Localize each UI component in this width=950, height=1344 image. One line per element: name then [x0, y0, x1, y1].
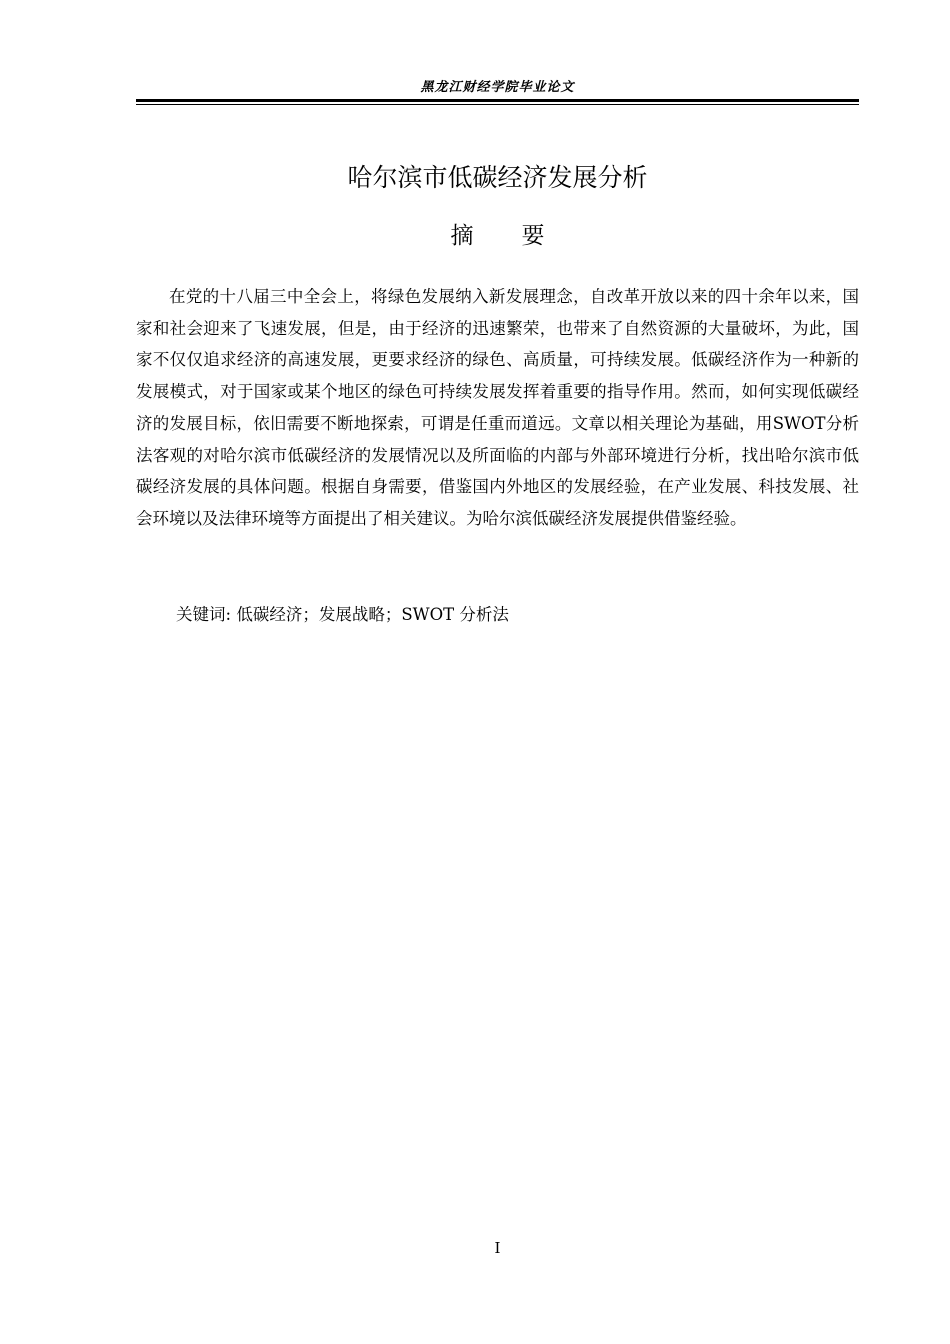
header-rule-thick — [136, 99, 859, 102]
abstract-body: 在党的十八届三中全会上，将绿色发展纳入新发展理念，自改革开放以来的四十余年以来，国家和社会迎来了飞速发展，但是，由于经济的迅速繁荣，也带来了自然资源的大量破坏，为此，国家不仅仅追求经济的高速发展，更要求经济的绿色、高质量，可持续发展。低碳经济作为一种新的发展模式，对于国家或某个地区的绿色可持续发展发挥着重要的指导作用。然而，如何实现低碳经济的发展目标，依旧需要不断地探索，可谓是任重而道远。文章以相关理论为基础，用SWOT分析法客观的对哈尔滨市低碳经济的发展情况以及所面临的内部与外部环境进行分析，找出哈尔滨市低碳经济发展的具体问题。根据自身需要，借鉴国内外地区的发展经验，在产业发展、科技发展、社会环境以及法律环境等方面提出了相关建议。为哈尔滨低碳经济发展提供借鉴经验。 — [136, 287, 859, 528]
keywords-value: 低碳经济；发展战略；SWOT 分析法 — [236, 605, 509, 624]
header-rule-thin — [136, 104, 859, 105]
page-number: I — [494, 1239, 501, 1257]
keywords-label: 关键词 — [176, 605, 226, 624]
running-header: 黑龙江财经学院毕业论文 — [420, 80, 575, 95]
keywords-separator: : — [225, 605, 232, 624]
abstract-heading-char-2: 要 — [521, 223, 545, 249]
abstract-heading-char-1: 摘 — [450, 223, 474, 249]
keywords-line — [176, 600, 859, 630]
thesis-title: 哈尔滨市低碳经济发展分析 — [347, 163, 648, 192]
abstract-heading — [136, 218, 859, 254]
